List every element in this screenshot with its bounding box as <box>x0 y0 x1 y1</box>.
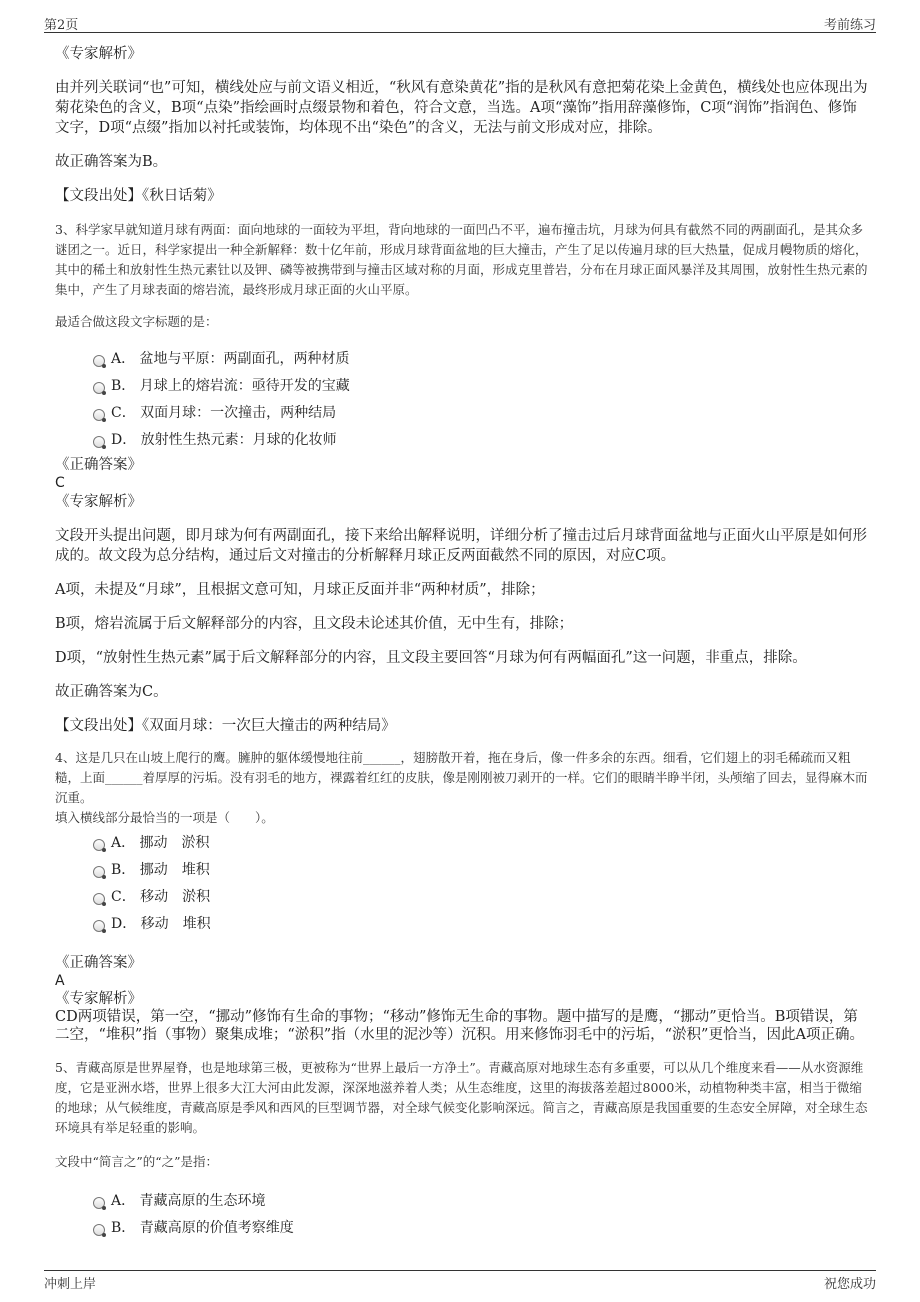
option-label: B． 挪动 堆积 <box>111 862 210 878</box>
footer-right: 祝您成功 <box>823 1277 876 1292</box>
source: 【文段出处】《秋日话菊》 <box>55 188 222 204</box>
radio-icon[interactable] <box>93 893 105 905</box>
option-label: C． 移动 淤积 <box>111 889 211 905</box>
question-prompt: 最适合做这段文字标题的是： <box>55 314 218 329</box>
option-c[interactable] <box>55 400 870 427</box>
header-title: 考前练习 <box>823 18 876 33</box>
conclusion: 故正确答案为C。 <box>55 684 168 700</box>
expert-analysis-label: 《专家解析》 <box>55 46 142 62</box>
option-d-note: D项，“放射性生热元素”属于后文解释部分的内容，且文段主要回答“月球为何有两幅面孔”这一问题，非重点，排除。 <box>55 650 807 666</box>
source: 【文段出处】《双面月球：一次巨大撞击的两种结局》 <box>55 718 396 734</box>
radio-icon[interactable] <box>93 1224 105 1236</box>
page-content <box>55 44 870 1242</box>
page-footer <box>44 1270 876 1293</box>
radio-icon[interactable] <box>93 409 105 421</box>
question-prompt: 填入横线部分最恰当的一项是（ ）。 <box>55 810 274 825</box>
radio-icon[interactable] <box>93 436 105 448</box>
footer-left: 冲刺上岸 <box>44 1277 97 1292</box>
expert-analysis-label: 《专家解析》 <box>55 494 142 510</box>
option-a[interactable] <box>55 346 870 373</box>
option-d[interactable] <box>55 911 870 938</box>
correct-answer-label: 《正确答案》 <box>55 457 142 473</box>
options-list <box>55 346 870 454</box>
option-b[interactable] <box>55 373 870 400</box>
question-stem: 4、这是几只在山坡上爬行的鹰。臃肿的躯体缓慢地往前______，翅膀散开着，拖在身后，像一件多余的东西。细看，它们翅上的羽毛稀疏而又粗糙，上面______着厚厚的污垢。没有羽毛的地方，裸露着红红的皮肤，像是刚刚被刀剥开的一样。它们的眼睛半睁半闭，头颅缩了回去，显得麻木而沉重。 <box>55 750 868 805</box>
expert-analysis-text: CD两项错误，第一空，“挪动”修饰有生命的事物；“移动”修饰无生命的事物。题中描写的是鹰，“挪动”更恰当。B项错误，第二空，“堆积”指（事物）聚集成堆；“淤积”指（水里的泥沙等）沉积。用来修饰羽毛中的污垢，“淤积”更恰当，因此A项正确。 <box>55 1009 864 1043</box>
expert-analysis-text: 文段开头提出问题，即月球为何有两副面孔，接下来给出解释说明，详细分析了撞击过后月球背面盆地与正面火山平原是如何形成的。故文段为总分结构，通过后文对撞击的分析解释月球正反两面截然不同的原因，对应C项。 <box>55 528 867 564</box>
correct-answer-label: 《正确答案》 <box>55 955 142 971</box>
option-label: B． 月球上的熔岩流：亟待开发的宝藏 <box>111 378 350 394</box>
option-a[interactable] <box>55 1188 870 1215</box>
correct-answer: C <box>55 475 65 491</box>
radio-icon[interactable] <box>93 1197 105 1209</box>
radio-icon[interactable] <box>93 866 105 878</box>
option-label: A． 盆地与平原：两副面孔，两种材质 <box>111 351 350 367</box>
page-header <box>44 12 876 33</box>
option-label: C． 双面月球：一次撞击，两种结局 <box>111 405 337 421</box>
option-b-note: B项，熔岩流属于后文解释部分的内容，且文段未论述其价值，无中生有，排除； <box>55 616 574 632</box>
conclusion: 故正确答案为B。 <box>55 154 168 170</box>
option-label: B． 青藏高原的价值考察维度 <box>111 1220 294 1236</box>
option-label: D． 放射性生热元素：月球的化妆师 <box>111 432 337 448</box>
radio-icon[interactable] <box>93 920 105 932</box>
options-list <box>55 830 870 938</box>
option-a[interactable] <box>55 830 870 857</box>
radio-icon[interactable] <box>93 382 105 394</box>
question-stem: 3、科学家早就知道月球有两面：面向地球的一面较为平坦，背向地球的一面凹凸不平，遍布撞击坑，月球为何具有截然不同的两副面孔，是其众多谜团之一。近日，科学家提出一种全新解释：数十亿年前，形成月球背面盆地的巨大撞击，产生了足以传遍月球的巨大热量，促成月幔物质的熔化，其中的稀土和放射性生热元素钍以及钾、磷等被携带到与撞击区域对称的月面，形成克里普岩，分布在月球正面风暴洋及其周围，放射性生热元素的集中，产生了月球表面的熔岩流，最终形成月球正面的火山平原。 <box>55 222 868 297</box>
question-stem: 5、青藏高原是世界屋脊，也是地球第三极，更被称为“世界上最后一方净土”。青藏高原对地球生态有多重要，可以从几个维度来看——从水资源维度，它是亚洲水塔，世界上很多大江大河由此发源，深深地滋养着人类；从生态维度，这里的海拔落差超过8000米，动植物种类丰富，相当于微缩的地球；从气候维度，青藏高原是季风和西风的巨型调节器，对全球气候变化影响深远。简言之，青藏高原是我国重要的生态安全屏障，对全球生态环境具有举足轻重的影响。 <box>55 1060 868 1135</box>
option-a-note: A项，未提及“月球”，且根据文意可知，月球正反面并非“两种材质”，排除； <box>55 582 545 598</box>
options-list <box>55 1188 870 1242</box>
option-d[interactable] <box>55 427 870 454</box>
question-prompt: 文段中“简言之”的“之”是指： <box>55 1154 219 1169</box>
option-label: D． 移动 堆积 <box>111 916 211 932</box>
option-c[interactable] <box>55 884 870 911</box>
radio-icon[interactable] <box>93 355 105 367</box>
correct-answer: A <box>55 973 65 989</box>
option-label: A． 挪动 淤积 <box>111 835 210 851</box>
option-label: A． 青藏高原的生态环境 <box>111 1193 266 1209</box>
page-number: 第2页 <box>44 18 79 33</box>
option-b[interactable] <box>55 857 870 884</box>
option-b[interactable] <box>55 1215 870 1242</box>
expert-analysis-text: 由并列关联词“也”可知，横线处应与前文语义相近，“秋风有意染黄花”指的是秋风有意把菊花染上金黄色，横线处也应体现出为菊花染色的含义，B项“点染”指绘画时点缀景物和着色，符合文意，当选。A项“藻饰”指用辞藻修饰，C项“润饰”指润色、修饰文字，D项“点缀”指加以衬托或装饰，均体现不出“染色”的含义，无法与前文形成对应，排除。 <box>55 80 868 136</box>
expert-analysis-label: 《专家解析》 <box>55 991 142 1007</box>
radio-icon[interactable] <box>93 839 105 851</box>
